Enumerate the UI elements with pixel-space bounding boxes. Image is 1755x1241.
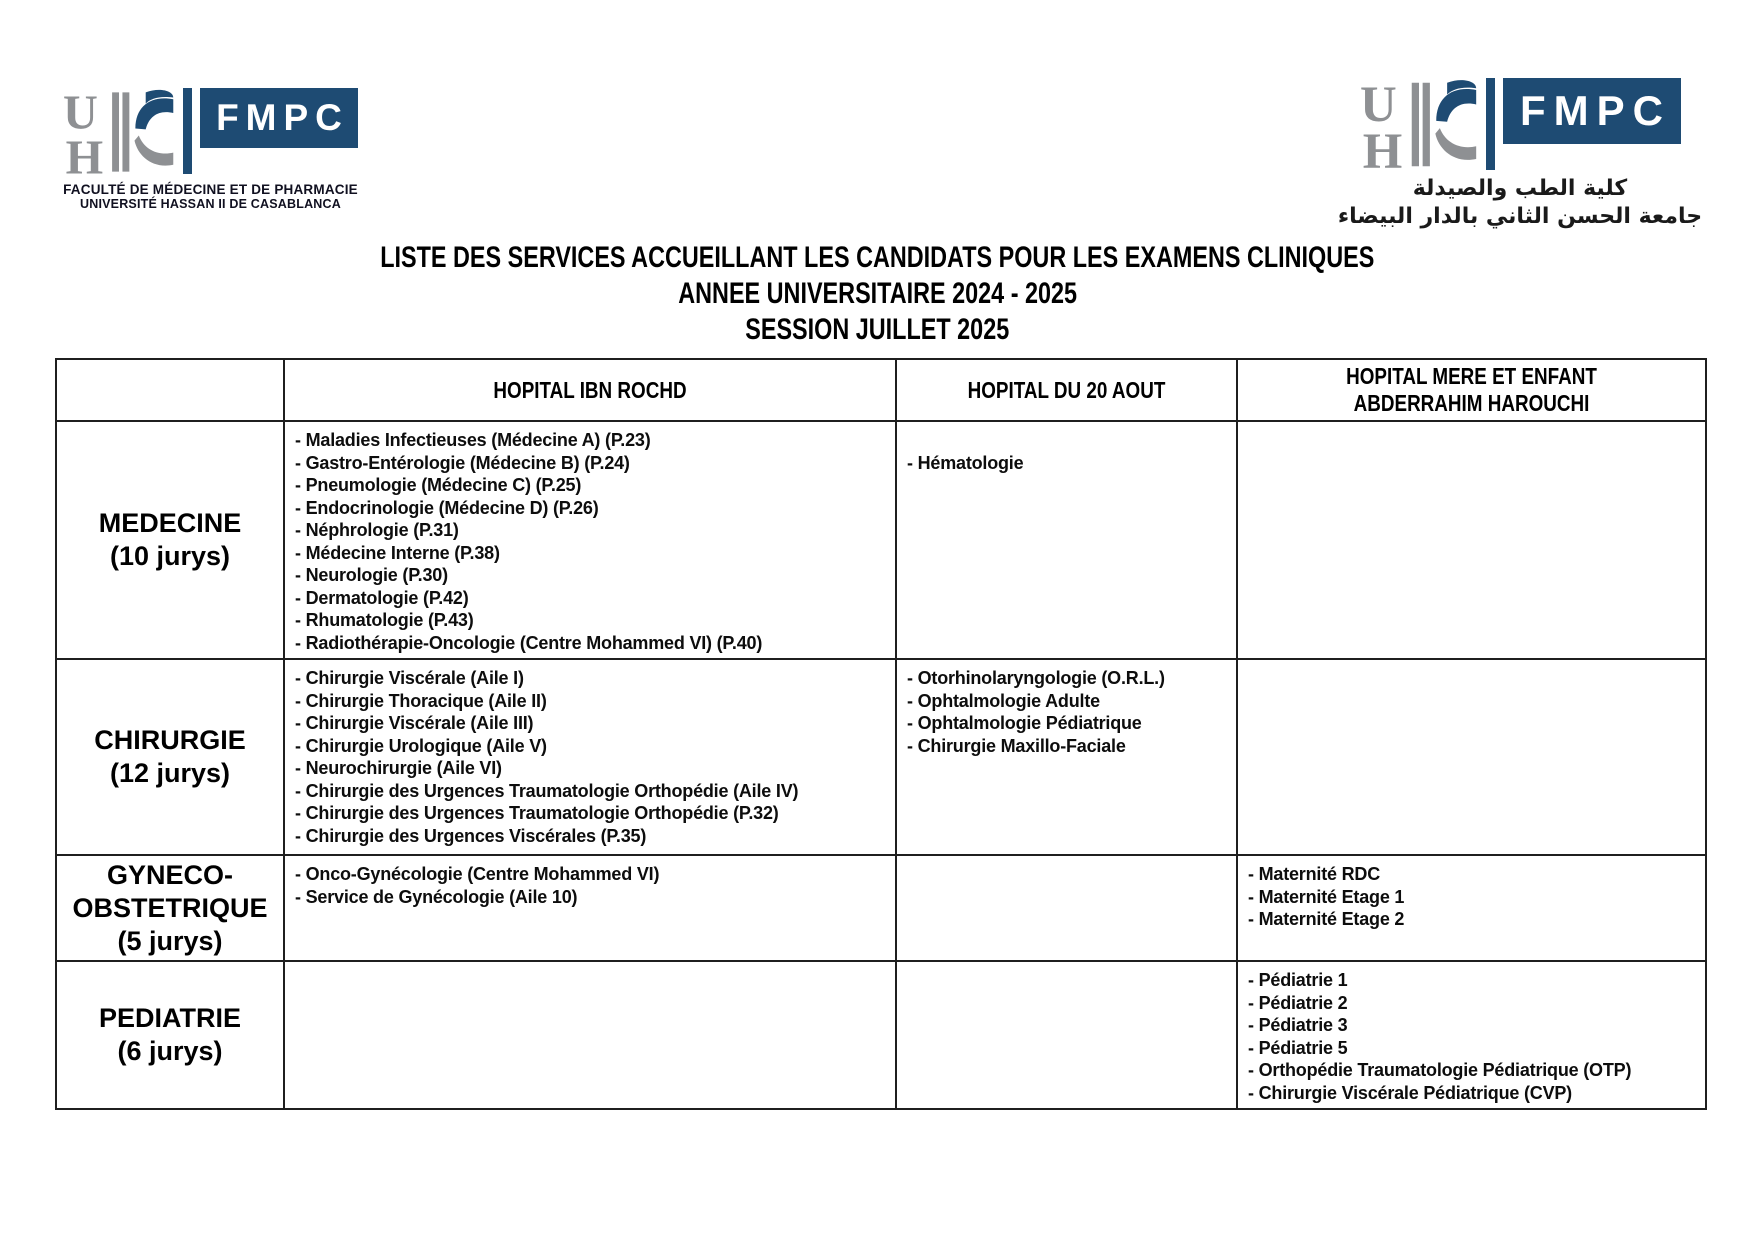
service-item: - Dermatologie (P.42) — [295, 587, 469, 608]
fmpc-acronym-box — [200, 88, 358, 148]
fmpc-logo-right-row — [1325, 78, 1715, 171]
service-item: - Pédiatrie 5 — [1248, 1037, 1348, 1058]
service-item: - Chirurgie Thoracique (Aile II) — [295, 690, 547, 711]
row-label-chirurgie — [56, 659, 284, 855]
svg-text:U: U — [63, 88, 98, 140]
service-item: - Maladies Infectieuses (Médecine A) (P.23) — [295, 430, 651, 450]
column-header-category — [56, 359, 284, 421]
fmpc-acronym: FMPC — [216, 97, 349, 138]
table-header-row — [56, 359, 1706, 421]
row-label-line: PEDIATRIE — [98, 1003, 241, 1033]
service-item: - Otorhinolaryngologie (O.R.L.) — [907, 668, 1165, 688]
column-header-line: HOPITAL IBN ROCHD — [493, 376, 687, 403]
fmpc-logo-left-row — [58, 88, 363, 176]
title-line-2: ANNEE UNIVERSITAIRE 2024 - 2025 — [678, 277, 1077, 310]
university-name-arabic: جامعة الحسن الثاني بالدار البيضاء — [1337, 204, 1703, 229]
service-item: - Chirurgie Viscérale (Aile I) — [295, 668, 524, 688]
svg-text:U: U — [1359, 78, 1397, 132]
cell-gyneco-obstetrique-aout_20 — [896, 855, 1237, 961]
cell-medecine-harouchi — [1237, 421, 1706, 659]
fmpc-acronym: FMPC — [1520, 87, 1671, 134]
table-row-medecine — [56, 421, 1706, 659]
service-item: - Chirurgie Viscérale (Aile III) — [295, 713, 534, 733]
title-line-3: SESSION JUILLET 2025 — [745, 313, 1010, 346]
cell-chirurgie-harouchi — [1237, 659, 1706, 855]
column-header-aout_20 — [896, 359, 1237, 421]
uh2c-eagle-icon — [63, 88, 175, 176]
service-item: - Maternité Etage 1 — [1248, 886, 1405, 907]
fmpc-logo-left — [58, 88, 363, 211]
row-label-medecine — [56, 421, 284, 659]
service-item: - Onco-Gynécologie (Centre Mohammed VI) — [295, 864, 660, 884]
service-item: - Pédiatrie 1 — [1248, 970, 1348, 990]
service-item: - Ophtalmologie Pédiatrique — [907, 713, 1142, 733]
faculty-name-arabic: كلية الطب والصيدلة — [1412, 176, 1628, 201]
service-item: - Chirurgie des Urgences Viscérales (P.35) — [295, 825, 647, 846]
cell-medecine-ibn_rochd — [284, 421, 896, 659]
row-label-pediatrie — [56, 961, 284, 1109]
row-label-gyneco-obstetrique — [56, 855, 284, 961]
service-item: - Rhumatologie (P.43) — [295, 610, 474, 630]
service-item: - Service de Gynécologie (Aile 10) — [295, 886, 578, 907]
column-header-line: HOPITAL MERE ET ENFANT — [1346, 363, 1597, 389]
column-header-harouchi — [1237, 359, 1706, 421]
row-label-line: GYNECO- — [106, 859, 233, 890]
cell-pediatrie-aout_20 — [896, 961, 1237, 1109]
document-title — [0, 240, 1755, 348]
service-item: - Ophtalmologie Adulte — [907, 690, 1100, 711]
service-item: - Maternité RDC — [1248, 864, 1381, 884]
fmpc-logo-right — [1325, 78, 1715, 231]
service-item: - Pédiatrie 2 — [1248, 992, 1348, 1013]
service-item: - Chirurgie Maxillo-Faciale — [907, 735, 1126, 756]
column-header-ibn_rochd — [284, 359, 896, 421]
service-item: - Médecine Interne (P.38) — [295, 542, 500, 563]
cell-chirurgie-ibn_rochd — [284, 659, 896, 855]
column-header-line: ABDERRAHIM HAROUCHI — [1353, 390, 1590, 416]
row-label-line: OBSTETRIQUE — [72, 892, 268, 923]
service-item: - Endocrinologie (Médecine D) (P.26) — [295, 497, 599, 518]
service-item: - Chirurgie des Urgences Traumatologie Orthopédie (P.32) — [295, 803, 779, 823]
uh2c-eagle-icon — [1360, 78, 1478, 171]
row-label-line: CHIRURGIE — [94, 725, 246, 755]
service-item: - Chirurgie Viscérale Pédiatrique (CVP) — [1248, 1082, 1572, 1103]
row-jurys-count: (5 jurys) — [117, 925, 223, 956]
cell-gyneco-obstetrique-ibn_rochd — [284, 855, 896, 961]
services-table — [55, 358, 1707, 1110]
service-item: - Pédiatrie 3 — [1248, 1015, 1348, 1035]
fmpc-acronym-box — [1503, 78, 1681, 144]
service-item: - Chirurgie Urologique (Aile V) — [295, 735, 547, 756]
row-jurys-count: (10 jurys) — [109, 541, 231, 571]
service-item: - Neurochirurgie (Aile VI) — [295, 758, 502, 778]
svg-text:H: H — [1362, 123, 1402, 171]
service-item: - Chirurgie des Urgences Traumatologie Orthopédie (Aile IV) — [295, 780, 799, 801]
cell-medecine-aout_20 — [896, 421, 1237, 659]
service-item: - Radiothérapie-Oncologie (Centre Mohammed VI) (P.40) — [295, 632, 763, 653]
row-jurys-count: (6 jurys) — [117, 1036, 223, 1066]
table-row-chirurgie — [56, 659, 1706, 855]
service-item: - Orthopédie Traumatologie Pédiatrique (OTP) — [1248, 1060, 1632, 1080]
title-line-1: LISTE DES SERVICES ACCUEILLANT LES CANDIDATS POUR LES EXAMENS CLINIQUES — [380, 241, 1375, 274]
logo-divider-bar — [183, 88, 192, 174]
service-item: - Hématologie — [907, 453, 1024, 473]
service-item: - Pneumologie (Médecine C) (P.25) — [295, 475, 582, 495]
service-item: - Gastro-Entérologie (Médecine B) (P.24) — [295, 452, 630, 473]
service-item: - Neurologie (P.30) — [295, 565, 448, 585]
cell-pediatrie-ibn_rochd — [284, 961, 896, 1109]
column-header-line: HOPITAL DU 20 AOUT — [967, 376, 1166, 403]
service-item: - Maternité Etage 2 — [1248, 909, 1405, 929]
faculty-name: FACULTÉ DE MÉDECINE ET DE PHARMACIE — [63, 182, 358, 197]
row-jurys-count: (12 jurys) — [109, 758, 231, 788]
cell-chirurgie-aout_20 — [896, 659, 1237, 855]
service-item: - Néphrologie (P.31) — [295, 520, 459, 540]
cell-pediatrie-harouchi — [1237, 961, 1706, 1109]
logo-divider-bar — [1486, 78, 1495, 170]
table-row-gyneco-obstetrique — [56, 855, 1706, 961]
cell-gyneco-obstetrique-harouchi — [1237, 855, 1706, 961]
svg-text:H: H — [65, 131, 104, 176]
table-row-pediatrie — [56, 961, 1706, 1109]
university-name: UNIVERSITÉ HASSAN II DE CASABLANCA — [80, 197, 341, 211]
row-label-line: MEDECINE — [98, 508, 242, 538]
